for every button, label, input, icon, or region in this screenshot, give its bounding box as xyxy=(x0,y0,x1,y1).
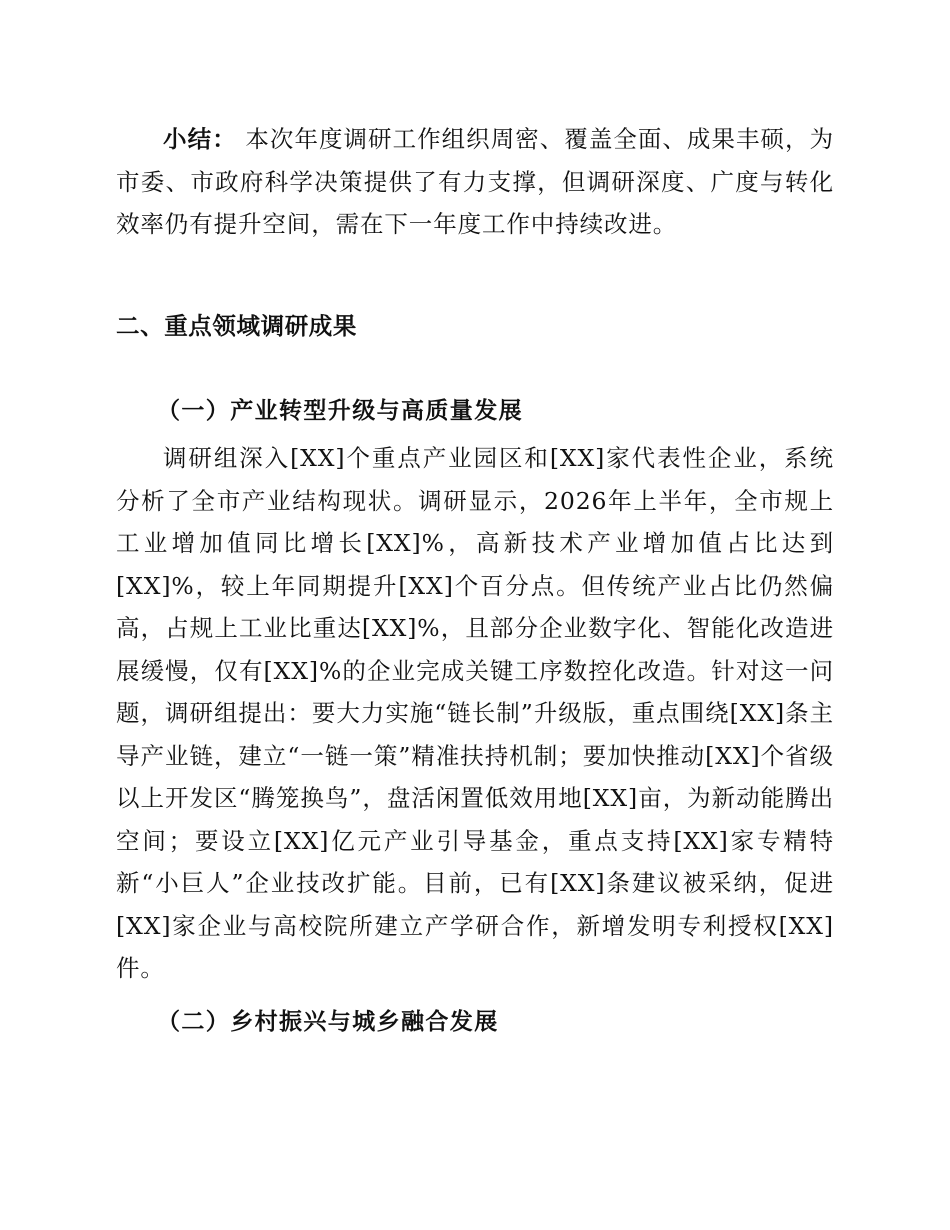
summary-text: 本次年度调研工作组织周密、覆盖全面、成果丰硕，为市委、市政府科学决策提供了有力支撑，但调研深度、广度与转化效率仍有提升空间，需在下一年度工作中持续改进。 xyxy=(116,125,834,238)
subsection-1-body: 调研组深入[XX]个重点产业园区和[XX]家代表性企业，系统分析了全市产业结构现状。调研显示，2026年上半年，全市规上工业增加值同比增长[XX]%，高新技术产业增加值占比达到[XX]%，较上年同期提升[XX]个百分点。但传统产业占比仍然偏高，占规上工业比重达[XX]%，且部分企业数字化、智能化改造进展缓慢，仅有[XX]%的企业完成关键工序数控化改造。针对这一问题，调研组提出：要大力实施“链长制”升级版，重点围绕[XX]条主导产业链，建立“一链一策”精准扶持机制；要加快推动[XX]个省级以上开发区“腾笼换鸟”，盘活闲置低效用地[XX]亩，为新动能腾出空间；要设立[XX]亿元产业引导基金，重点支持[XX]家专精特新“小巨人”企业技改扩能。目前，已有[XX]条建议被采纳，促进[XX]家企业与高校院所建立产学研合作，新增发明专利授权[XX]件。 xyxy=(116,444,834,982)
summary-lead: 小结： xyxy=(163,125,237,153)
section-heading: 二、重点领域调研成果 xyxy=(116,312,357,340)
subsection-heading-2: （二）乡村振兴与城乡融合发展 xyxy=(157,1008,499,1035)
summary-paragraph xyxy=(116,118,834,246)
subsection-heading-1: （一）产业转型升级与高质量发展 xyxy=(157,397,523,424)
